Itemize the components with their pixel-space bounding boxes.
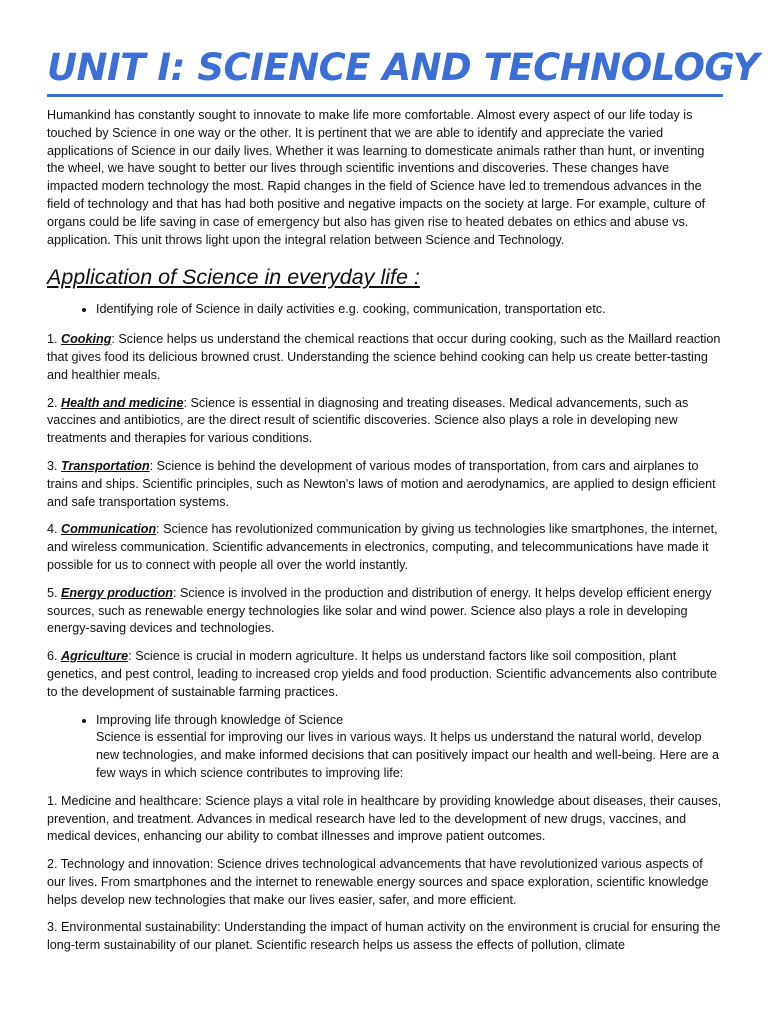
list-item: 3. Transportation: Science is behind the development of various modes of transportation, from cars and airplanes to trains and ships. Scientific principles, such as Newton's laws of motion and aerodynamics, are applied to design efficient and safe transportation systems. (47, 458, 716, 509)
item-term: Agriculture (61, 649, 129, 664)
bullet-text: Science is essential for improving our lives in various ways. It helps us understand the natural world, develop new technologies, and make informed decisions that can positively impact our health and well-being. Here are a few ways in which science contributes to improving life: (96, 730, 720, 780)
item-term: Transportation (61, 458, 150, 473)
document-page (47, 42, 760, 965)
application-items (47, 331, 723, 701)
section-heading: Application of Science in everyday life : (47, 265, 420, 290)
point-item: 3. Environmental sustainability: Understanding the impact of human activity on the environment is crucial for ensuring the long-term sustainability of our planet. Scientific research helps us assess the effects of pollution, climate (47, 920, 721, 953)
bullet-title: • Improving life through knowledge of Science (96, 712, 344, 727)
item-term: Energy production (61, 585, 173, 600)
point-item: 2. Technology and innovation: Science drives technological advancements that have revolutionized various aspects of our lives. From smartphones and the internet to renewable energy sources and space exploration, scientific knowledge helps develop new technologies that make our lives easier, safer, and more efficient. (47, 857, 709, 907)
bullet-list-1 (47, 301, 723, 319)
item-term: Communication (61, 522, 157, 537)
point-item: 1. Medicine and healthcare: Science plays a vital role in healthcare by providing knowledge about diseases, their causes, prevention, and treatment. Advances in medical research have led to the development of new drugs, vaccines, and medical devices, enhancing our ability to combat illnesses and improve patient outcomes. (47, 793, 722, 844)
bullet-item (96, 712, 723, 783)
intro-paragraph: Humankind has constantly sought to innovate to make life more comfortable. Almost every aspect of our life today is touched by Science in one way or the other. It is pertinent that we are able to identify and appreciate the varied applications of Science in our daily lives. Whether it was learning to domesticate animals rather than hunt, or inventing the wheel, we have sought to better our lives through scientific inventions and discoveries. These changes have impacted modern technology the most. Rapid changes in the field of Science have led to tremendous advances in the field of technology and that has had both positive and negative impacts on the society at large. For example, culture of organs could be life saving in case of emergency but also has given rise to heated debates on ethics and abuse vs. application. This unit throws light upon the integral relation between Science and Technology. (47, 108, 706, 247)
list-item: 6. Agriculture: Science is crucial in modern agriculture. It helps us understand factors like soil composition, plant genetics, and pest control, leading to increased crop yields and food production. Scientific advancements also contribute to the development of sustainable farming practices. (47, 649, 717, 699)
list-item: 5. Energy production: Science is involved in the production and distribution of energy. It helps develop efficient energy sources, such as renewable energy technologies like solar and wind power. Science also plays a role in developing energy-saving devices and technologies. (47, 585, 712, 636)
list-item: 2. Health and medicine: Science is essential in diagnosing and treating diseases. Medical advancements, such as vaccines and antibiotics, are the direct result of scientific discoveries. Science also plays a role in developing new treatments and therapies for various conditions. (47, 395, 689, 446)
bullet-item: • Identifying role of Science in daily activities e.g. cooking, communication, transportation etc. (96, 301, 723, 319)
item-term: Cooking (61, 332, 112, 347)
list-item: 1. Cooking: Science helps us understand the chemical reactions that occur during cooking, such as the Maillard reaction that gives food its delicious browned crust. Understanding the science behind cooking can help us create better-tasting and healthier meals. (47, 332, 721, 382)
page-title: UNIT I: SCIENCE AND TECHNOLOGY (47, 42, 723, 97)
item-term: Health and medicine (61, 395, 184, 410)
bullet-list-2 (47, 712, 723, 783)
list-item: 4. Communication: Science has revolutionized communication by giving us technologies like smartphones, the internet, and wireless communication. Scientific advancements in electronics, computing, and telecommunications have made it possible for us to connect with people all over the world instantly. (47, 522, 718, 572)
